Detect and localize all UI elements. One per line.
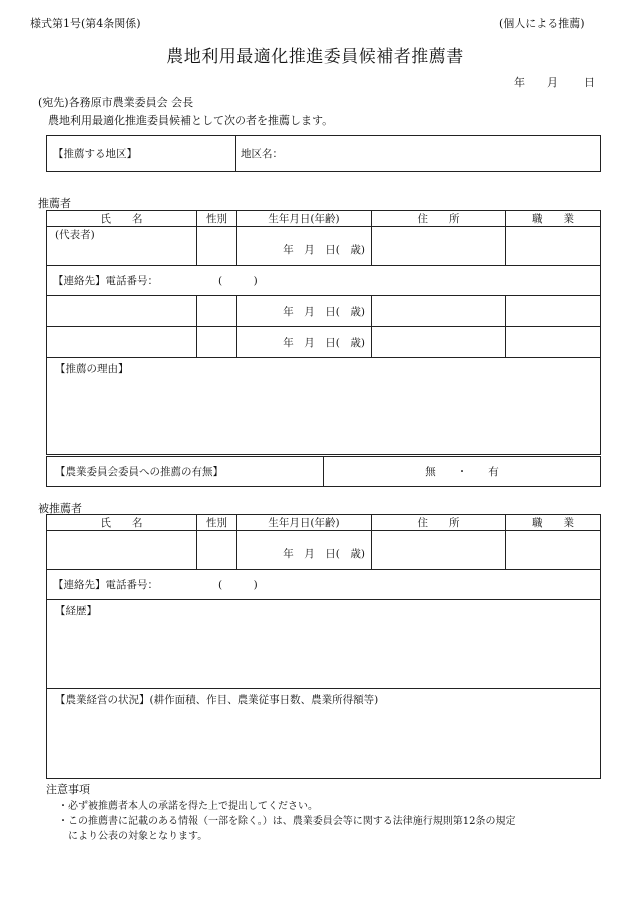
rec-col-name: 氏 名 bbox=[47, 211, 197, 227]
rec-contact-row[interactable] bbox=[47, 266, 601, 296]
candidate-table bbox=[46, 514, 601, 779]
rec-birth-placeholder-2: 年 月 日( 歳) bbox=[283, 305, 365, 318]
cand-sex-cell[interactable] bbox=[197, 531, 237, 570]
cand-name-cell[interactable] bbox=[47, 531, 197, 570]
rec-col-sex: 性別 bbox=[197, 211, 237, 227]
cand-col-birth: 生年月日(年齢) bbox=[237, 515, 372, 531]
cand-contact-paren: ( ) bbox=[218, 579, 258, 591]
rec-sex-cell-1[interactable] bbox=[197, 227, 237, 266]
cand-col-address: 住 所 bbox=[372, 515, 506, 531]
cand-career-box[interactable] bbox=[47, 600, 601, 689]
cand-col-sex: 性別 bbox=[197, 515, 237, 531]
rec-birth-cell-3[interactable] bbox=[237, 327, 372, 358]
page-title: 農地利用最適化推進委員候補者推薦書 bbox=[166, 47, 464, 67]
cand-contact-label: 【連絡先】電話番号： bbox=[53, 579, 158, 591]
candidate-section-label: 被推薦者 bbox=[38, 502, 82, 515]
rec-col-address: 住 所 bbox=[372, 211, 506, 227]
rec-name-cell-1[interactable] bbox=[47, 227, 197, 266]
rec-job-cell-1[interactable] bbox=[506, 227, 601, 266]
rec-reason-label: 【推薦の理由】 bbox=[55, 363, 129, 375]
cand-address-cell[interactable] bbox=[372, 531, 506, 570]
addressee: (宛先)各務原市農業委員会 会長 bbox=[38, 96, 194, 109]
district-table bbox=[46, 135, 601, 172]
form-number: 様式第1号(第4条関係) bbox=[30, 17, 141, 30]
date-day: 日 bbox=[584, 76, 595, 89]
rec-address-cell-2[interactable] bbox=[372, 296, 506, 327]
cand-contact-row[interactable] bbox=[47, 570, 601, 600]
intro-text: 農地利用最適化推進委員候補として次の者を推薦します。 bbox=[48, 114, 334, 127]
cand-birth-cell[interactable] bbox=[237, 531, 372, 570]
cand-birth-placeholder: 年 月 日( 歳) bbox=[283, 548, 365, 560]
notes-item-2-line-2: により公表の対象となります。 bbox=[68, 831, 208, 842]
rec-birth-cell-1[interactable] bbox=[237, 227, 372, 266]
cand-farming-box[interactable] bbox=[47, 689, 601, 779]
rec-reason-box[interactable] bbox=[47, 358, 601, 455]
rec-col-job: 職 業 bbox=[506, 211, 601, 227]
notes-title: 注意事項 bbox=[46, 783, 90, 796]
cand-career-label: 【経歴】 bbox=[55, 605, 97, 617]
rec-contact-label: 【連絡先】電話番号： bbox=[53, 275, 158, 287]
cand-col-job: 職 業 bbox=[506, 515, 601, 531]
date-month: 月 bbox=[547, 76, 558, 89]
committee-options[interactable]: 無 ・ 有 bbox=[324, 457, 601, 487]
district-label: 【推薦する地区】 bbox=[47, 136, 236, 172]
representative-label: (代表者) bbox=[55, 229, 95, 241]
rec-sex-cell-2[interactable] bbox=[197, 296, 237, 327]
rec-name-cell-3[interactable] bbox=[47, 327, 197, 358]
rec-birth-cell-2[interactable] bbox=[237, 296, 372, 327]
rec-address-cell-3[interactable] bbox=[372, 327, 506, 358]
committee-label: 【農業委員会委員への推薦の有無】 bbox=[47, 457, 324, 487]
rec-birth-placeholder-1: 年 月 日( 歳) bbox=[283, 244, 365, 256]
rec-name-cell-2[interactable] bbox=[47, 296, 197, 327]
cand-farming-label: 【農業経営の状況】(耕作面積、作目、農業従事日数、農業所得額等) bbox=[55, 694, 379, 706]
notes-item-2-line-1: ・この推薦書に記載のある情報（一部を除く。）は、農業委員会等に関する法律施行規則第12条の規定 bbox=[58, 816, 516, 827]
rec-sex-cell-3[interactable] bbox=[197, 327, 237, 358]
date-year: 年 bbox=[514, 76, 525, 89]
committee-table bbox=[46, 456, 601, 487]
notes-item-1: ・必ず被推薦者本人の承諾を得た上で提出してください。 bbox=[58, 801, 318, 812]
recommender-table bbox=[46, 210, 601, 455]
rec-col-birth: 生年月日(年齢) bbox=[237, 211, 372, 227]
recommender-section-label: 推薦者 bbox=[38, 197, 71, 210]
cand-job-cell[interactable] bbox=[506, 531, 601, 570]
district-name-label: 地区名： bbox=[241, 148, 283, 160]
rec-job-cell-2[interactable] bbox=[506, 296, 601, 327]
rec-birth-placeholder-3: 年 月 日( 歳) bbox=[283, 336, 365, 349]
rec-contact-paren: ( ) bbox=[218, 275, 258, 287]
cand-col-name: 氏 名 bbox=[47, 515, 197, 531]
rec-address-cell-1[interactable] bbox=[372, 227, 506, 266]
rec-job-cell-3[interactable] bbox=[506, 327, 601, 358]
form-kind: (個人による推薦) bbox=[499, 17, 585, 30]
district-name-field[interactable] bbox=[236, 136, 601, 172]
